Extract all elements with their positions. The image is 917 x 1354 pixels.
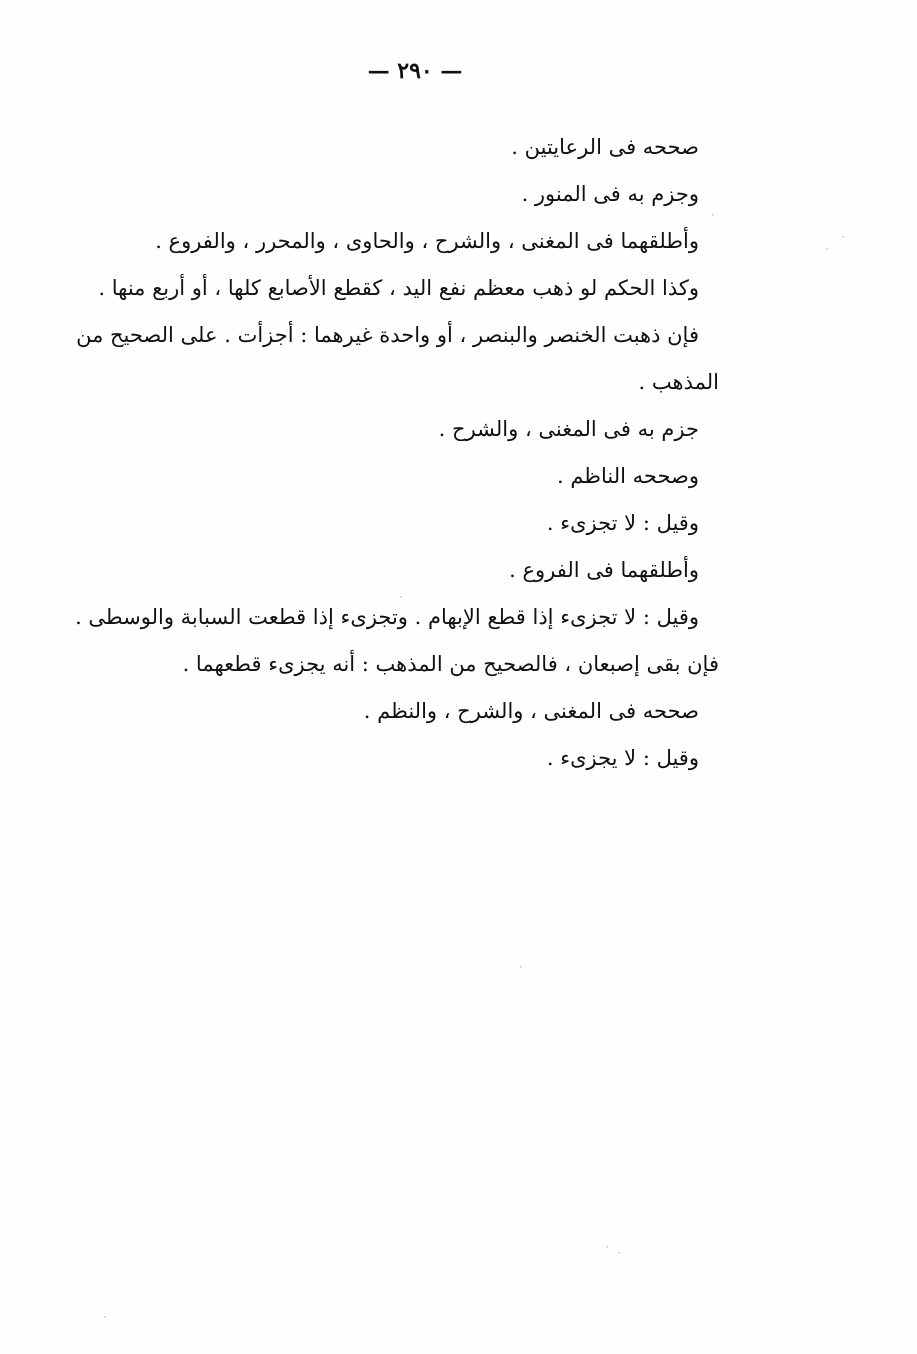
text-line: وقيل : لا تجزىء .	[546, 511, 699, 535]
text-line: وأطلقهما فى الفروع .	[509, 558, 699, 582]
page-number: — ٢٩٠ —	[367, 58, 463, 84]
text-line: المذهب .	[638, 370, 719, 394]
paper-speck	[400, 596, 402, 598]
text-line: وصححه الناظم .	[556, 464, 699, 488]
body-text	[75, 124, 719, 782]
text-line: فإن بقى إصبعان ، فالصحيح من المذهب : أنه يجزىء قطعهما .	[182, 652, 719, 676]
text-line: وجزم به فى المنور .	[521, 182, 699, 206]
text-line: جزم به فى المغنى ، والشرح .	[438, 417, 699, 441]
text-line: وكذا الحكم لو ذهب معظم نفع اليد ، كقطع الأصابع كلها ، أو أربع منها .	[98, 276, 699, 300]
text-line: صححه فى الرعايتين .	[511, 135, 699, 159]
paper-speck	[104, 1316, 106, 1318]
text-line: فإن ذهبت الخنصر والبنصر ، أو واحدة غيرهما : أجزأت . على الصحيح من	[76, 323, 699, 347]
text-line: وقيل : لا يجزىء .	[546, 746, 699, 770]
paper-speck	[618, 1252, 620, 1254]
text-line: صححه فى المغنى ، والشرح ، والنظم .	[363, 699, 699, 723]
paper-speck	[712, 214, 714, 216]
text-line: وأطلقهما فى المغنى ، والشرح ، والحاوى ، والمحرر ، والفروع .	[155, 229, 699, 253]
paper-speck	[606, 1246, 608, 1248]
text-line: وقيل : لا تجزىء إذا قطع الإبهام . وتجزىء إذا قطعت السبابة والوسطى .	[75, 605, 699, 629]
paper-speck	[520, 966, 522, 968]
paper-speck	[826, 248, 828, 250]
paper-speck	[842, 236, 844, 238]
